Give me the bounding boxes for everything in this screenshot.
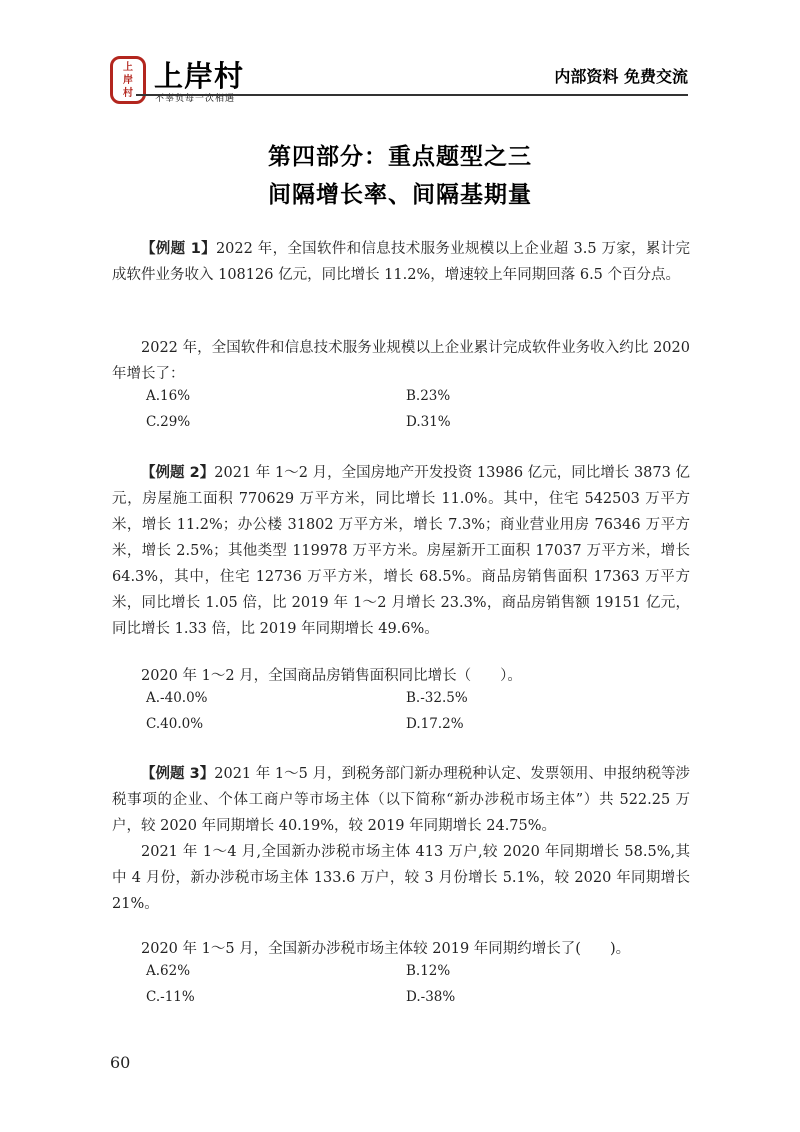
option-c[interactable]: C.29%: [146, 414, 191, 430]
example-text: 2021 年 1～5 月，到税务部门新办理税种认定、发票领用、申报纳税等涉税事项的企业、个体工商户等市场主体（以下简称“新办涉税市场主体”）共 522.25 万户，较 2020 年同期增长 40.19%，较 2019 年同期增长 24.75%。: [112, 766, 690, 834]
logo-slogan: 不辜负每一次相遇: [155, 94, 236, 104]
page-title-line2: 间隔增长率、间隔基期量: [268, 181, 532, 208]
example-label: 【例题 2】: [141, 465, 215, 481]
option-a[interactable]: A.62%: [146, 963, 191, 979]
example-2-material: [112, 460, 690, 642]
logo-seal-char: 村: [123, 87, 133, 99]
example-3-material-2: 2021 年 1～4 月,全国新办涉税市场主体 413 万户,较 2020 年同期增长 58.5%,其中 4 月份，新办涉税市场主体 133.6 万户，较 3 月份增长 5.1%，较 2020 年同期增长 21%。: [112, 844, 690, 912]
example-2-question: 2020 年 1～2 月，全国商品房销售面积同比增长（ ）。: [141, 668, 522, 684]
option-a[interactable]: A.-40.0%: [146, 690, 208, 706]
page-number: 60: [110, 1053, 131, 1072]
example-1-question: 2022 年，全国软件和信息技术服务业规模以上企业累计完成软件业务收入约比 2020 年增长了：: [112, 340, 690, 382]
option-d[interactable]: D.17.2%: [406, 716, 464, 732]
option-d[interactable]: D.31%: [406, 414, 451, 430]
logo-seal-char: 岸: [123, 74, 133, 86]
option-b[interactable]: B.-32.5%: [406, 690, 468, 706]
page-title-line1: 第四部分：重点题型之三: [268, 143, 532, 170]
page-header: [110, 50, 688, 110]
option-c[interactable]: C.-11%: [146, 989, 195, 1005]
header-right-text: 内部资料 免费交流: [554, 67, 688, 86]
header-divider: [136, 94, 688, 96]
logo-title: 上岸村: [154, 59, 245, 93]
option-a[interactable]: A.16%: [146, 388, 191, 404]
example-text: 2021 年 1～2 月，全国房地产开发投资 13986 亿元，同比增长 3873 亿元，房屋施工面积 770629 万平方米，同比增长 11.0%。其中，住宅 542503 万平方米，增长 11.2%；办公楼 31802 万平方米，增长 7.3%；商业营业用房 76346 万平方米，增长 2.5%；其他类型 119978 万平方米。房屋新开工面积 17037 万平方米，增长 64.3%，其中，住宅 12736 万平方米，增长 68.5%。商品房销售面积 17363 万平方米，同比增长 1.05 倍，比 2019 年 1～2 月增长 23.3%，商品房销售额 19151 亿元，同比增长 1.33 倍，比 2019 年同期增长 49.6%。: [112, 465, 690, 637]
example-1-material: [112, 236, 690, 288]
option-b[interactable]: B.23%: [406, 388, 451, 404]
example-3-question: 2020 年 1～5 月，全国新办涉税市场主体较 2019 年同期约增长了( )。: [141, 941, 631, 957]
example-3-material: [112, 761, 690, 839]
example-text: 2022 年，全国软件和信息技术服务业规模以上企业超 3.5 万家，累计完成软件业务收入 108126 亿元，同比增长 11.2%，增速较上年同期回落 6.5 个百分点。: [112, 241, 690, 283]
logo-seal-char: 上: [123, 61, 133, 73]
example-label: 【例题 1】: [141, 241, 216, 257]
option-b[interactable]: B.12%: [406, 963, 451, 979]
example-label: 【例题 3】: [141, 766, 215, 782]
logo-seal: [110, 56, 146, 104]
option-c[interactable]: C.40.0%: [146, 716, 204, 732]
option-d[interactable]: D.-38%: [406, 989, 456, 1005]
